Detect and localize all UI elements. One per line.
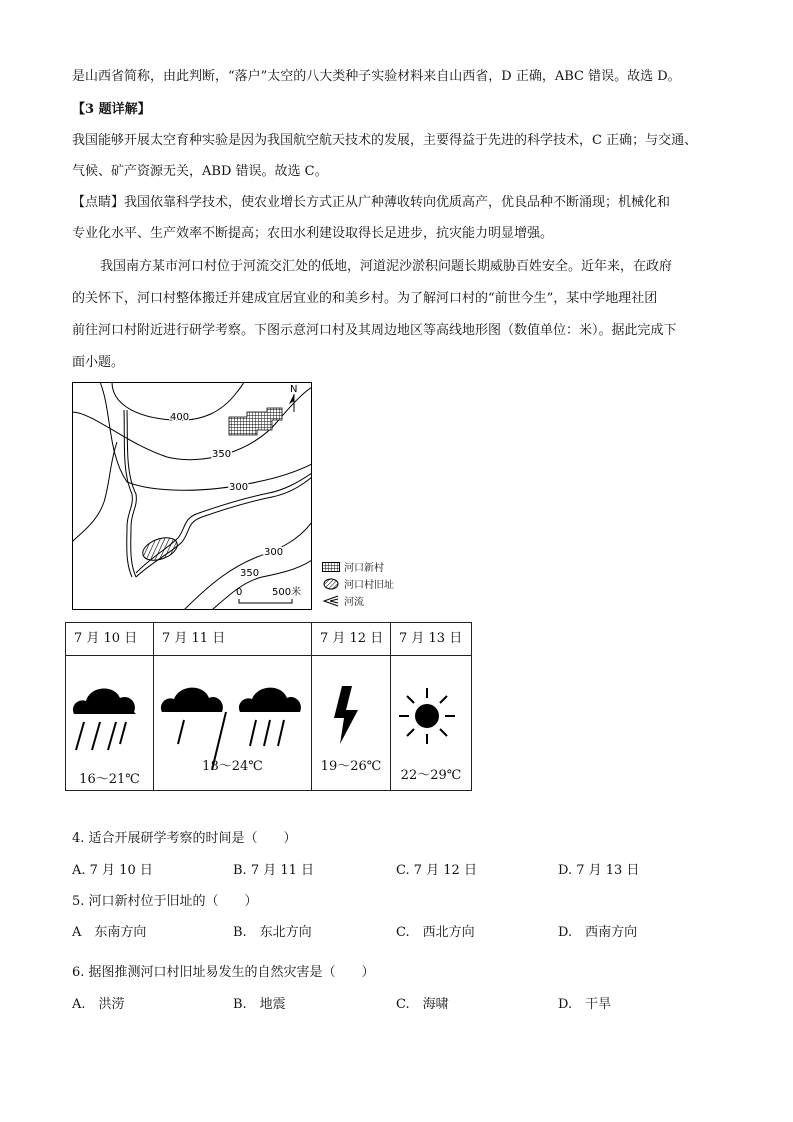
question-6-option-a[interactable]: A. 洪涝	[72, 997, 125, 1012]
scale-zero-label: 0	[236, 587, 243, 598]
weather-date-3: 7 月 12 日	[312, 623, 391, 656]
question-5-option-a[interactable]: A 东南方向	[72, 925, 147, 940]
legend-new-village	[322, 558, 394, 575]
question-6-option-d[interactable]: D. 干旱	[558, 997, 612, 1012]
paragraph-intro-line4: 面小题。	[72, 355, 125, 370]
paragraph-q3-line2: 气候、矿产资源无关，ABD 错误。故选 C。	[72, 164, 328, 179]
paragraph-tip-line1: 【点睛】我国依靠科学技术，使农业增长方式正从广种薄收转向优质高产，优良品种不断涌现；机械化和	[72, 195, 671, 210]
contour-label-300-upper: 300	[229, 482, 249, 493]
contour-label-350-upper: 350	[212, 449, 232, 460]
paragraph-intro-line3: 前往河口村附近进行研学考察。下图示意河口村及其周边地区等高线地形图（数值单位：米）。据此完成下	[72, 323, 677, 338]
scale-value-label: 500米	[272, 587, 302, 598]
question-5-stem: 5. 河口新村位于旧址的（ ）	[72, 894, 258, 909]
weather-cell-2	[154, 656, 312, 791]
question-4-option-d[interactable]: D. 7 月 13 日	[558, 863, 640, 878]
question-4-option-b[interactable]: B. 7 月 11 日	[233, 863, 315, 878]
weather-cell-4	[391, 656, 472, 791]
question-5-option-d[interactable]: D. 西南方向	[558, 925, 638, 940]
weather-cell-1	[66, 656, 154, 791]
question-4-option-a[interactable]: A. 7 月 10 日	[72, 863, 153, 878]
contour-map	[72, 382, 312, 610]
north-label: N	[290, 384, 298, 395]
legend-river-label: 河流	[344, 597, 364, 608]
question-6-option-c[interactable]: C. 海啸	[396, 997, 449, 1012]
paragraph-intro-line2: 的关怀下，河口村整体搬迁并建成宜居宜业的和美乡村。为了解河口村的“前世今生”，某中学地理社团	[72, 291, 658, 306]
weather-date-2: 7 月 11 日	[154, 623, 312, 656]
legend-new-village-label: 河口新村	[344, 563, 384, 574]
map-legend	[322, 558, 394, 609]
contour-label-400: 400	[170, 412, 190, 423]
new-village-swatch-icon	[322, 562, 340, 572]
question-6-stem: 6. 据图推测河口村旧址易发生的自然灾害是（ ）	[72, 965, 375, 980]
question-4-stem: 4. 适合开展研学考察的时间是（ ）	[72, 831, 297, 846]
weather-forecast-table	[65, 622, 472, 791]
weather-temp-4: 22～29℃	[400, 768, 462, 783]
paragraph-tip-line2: 专业化水平、生产效率不断提高；农田水利建设取得长足进步，抗灾能力明显增强。	[72, 226, 554, 241]
paragraph-answer-2-end: 是山西省简称，由此判断，“落户”太空的八大类种子实验材料来自山西省，D 正确，ABC 错误。故选 D。	[72, 69, 681, 84]
question-4-option-c[interactable]: C. 7 月 12 日	[396, 863, 477, 878]
river-swatch-icon	[322, 595, 340, 607]
heavy-rain-icon	[66, 674, 145, 774]
question-5-option-b[interactable]: B. 东北方向	[233, 925, 312, 940]
legend-old-site-label: 河口村旧址	[344, 580, 394, 591]
paragraph-q3-line1: 我国能够开展太空育种实验是因为我国航空航天技术的发展，主要得益于先进的科学技术，C 正确；与交通、	[72, 133, 698, 148]
contour-label-300-lower: 300	[264, 547, 284, 558]
old-site-swatch-icon	[322, 578, 340, 590]
contour-label-350-lower: 350	[240, 568, 260, 579]
weather-cell-3	[312, 656, 391, 791]
weather-temp-3: 19～26℃	[320, 759, 382, 774]
legend-river	[322, 592, 394, 609]
weather-date-4: 7 月 13 日	[391, 623, 472, 656]
heading-q3-detail: 【3 题详解】	[72, 102, 151, 117]
weather-temp-2: 18～24℃	[202, 759, 263, 774]
weather-date-1: 7 月 10 日	[66, 623, 154, 656]
legend-old-site	[322, 575, 394, 592]
question-6-option-b[interactable]: B. 地震	[233, 997, 286, 1012]
sun-icon	[391, 676, 463, 776]
weather-temp-1: 16～21℃	[79, 772, 140, 787]
paragraph-intro-line1: 我国南方某市河口村位于河流交汇处的低地，河道泥沙淤积问题长期威胁百姓安全。近年来，在政府	[100, 259, 673, 274]
question-5-option-c[interactable]: C. 西北方向	[396, 925, 475, 940]
